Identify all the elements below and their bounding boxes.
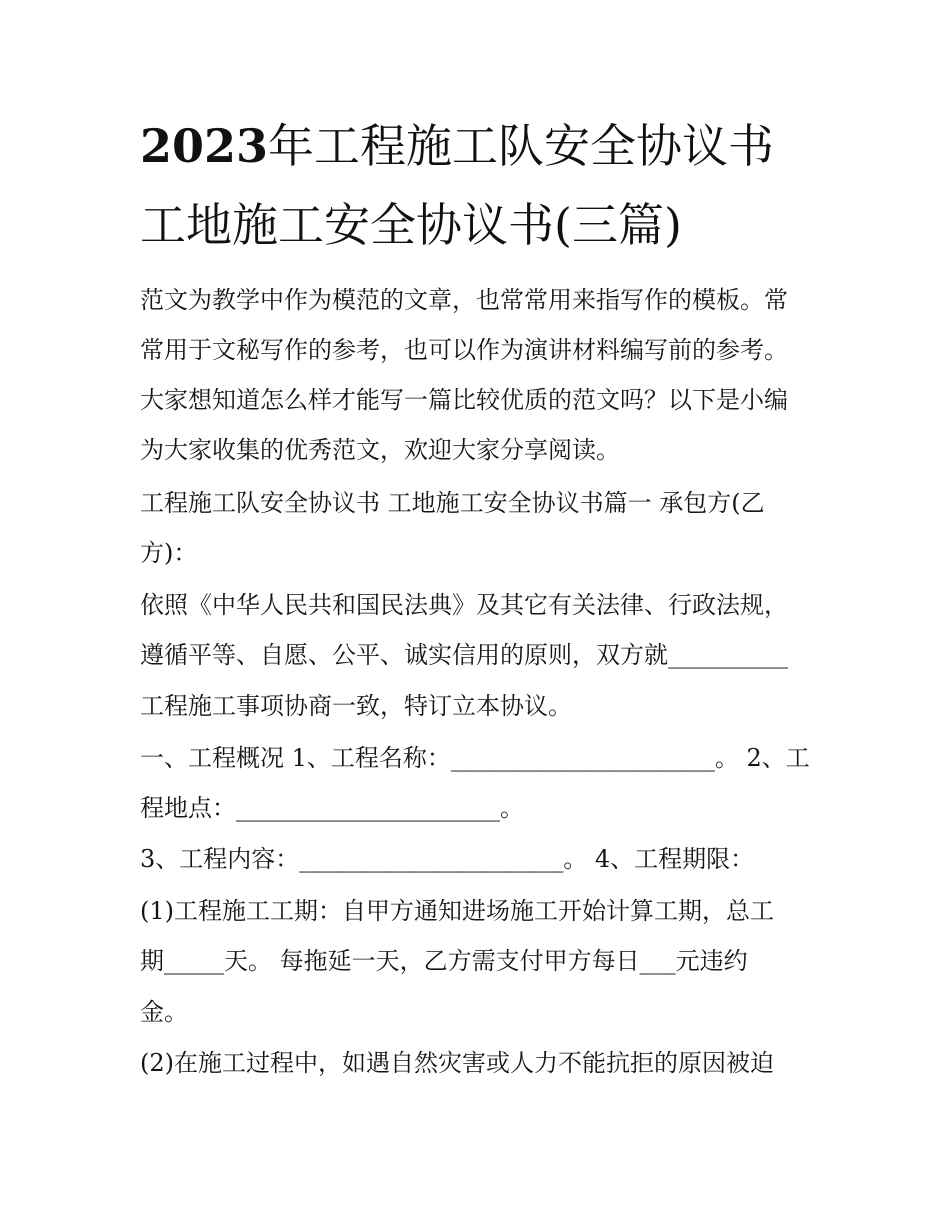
paragraph-line: 3、工程内容：______________________。 4、工程期限： [140,845,755,873]
paragraph-line: 遵循平等、自愿、公平、诚实信用的原则，双方就__________ [140,641,788,669]
paragraph-line: 程地点：______________________。 [140,794,524,822]
document-title-line-2: 工地施工安全协议书(三篇) [140,198,682,252]
document-title-line-1 [140,118,840,174]
paragraph-line: 工程施工队安全协议书 工地施工安全协议书篇一 承包方(乙 [140,489,765,517]
paragraph-line: 期_____天。 每拖延一天，乙方需支付甲方每日___元违约 [140,947,748,975]
title-year: 2023 [140,119,269,173]
title-text: 年工程施工队安全协议书 [268,119,775,173]
paragraph-line: (1)工程施工工期：自甲方通知进场施工开始计算工期，总工 [140,897,774,925]
paragraph-line: 大家想知道怎么样才能写一篇比较优质的范文吗？以下是小编 [140,386,788,414]
paragraph-line: 金。 [140,998,188,1026]
paragraph-line: 依照《中华人民共和国民法典》及其它有关法律、行政法规， [140,591,788,619]
paragraph-line: 常用于文秘写作的参考，也可以作为演讲材料编写前的参考。 [140,336,788,364]
paragraph-line: 范文为教学中作为模范的文章，也常常用来指写作的模板。常 [140,286,788,314]
paragraph-line: 方)： [140,539,198,567]
paragraph-line: 为大家收集的优秀范文，欢迎大家分享阅读。 [140,436,620,464]
paragraph-line: (2)在施工过程中，如遇自然灾害或人力不能抗拒的原因被迫 [140,1049,774,1077]
paragraph-line: 一、工程概况 1、工程名称：______________________。 2、工 [140,744,810,772]
paragraph-line: 工程施工事项协商一致，特订立本协议。 [140,692,572,720]
